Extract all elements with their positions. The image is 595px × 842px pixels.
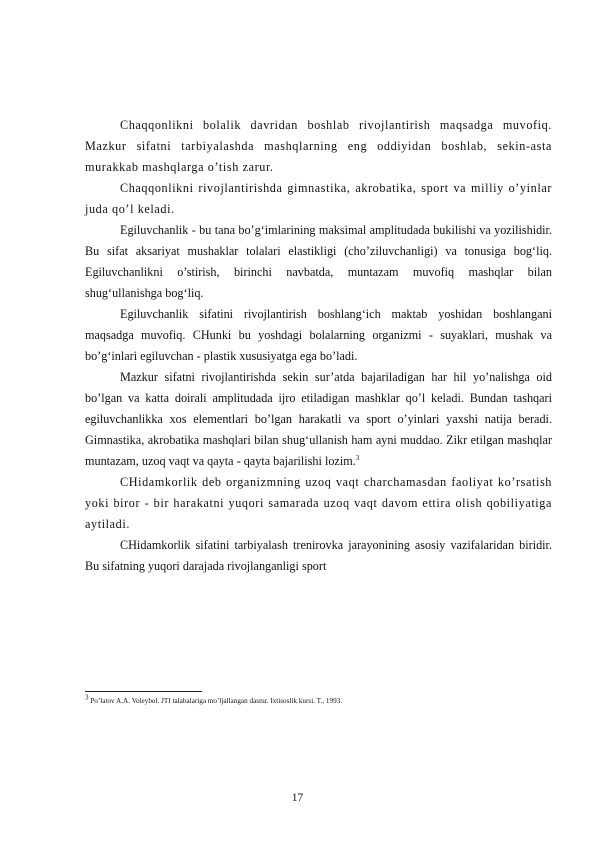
paragraph-text: Mazkur sifatni rivojlantirishda sekin sur’atda bajariladigan har hil yo’nalishga oid bo’lgan va katta doirali amplitudada ijro etiladigan mashklar qo’l keladi. Bundan tashqari egiluvchanlikka xos elementlari bo’lgan harakatli va sport o’yinlari yaxshi natija beradi. Gimnastika, akrobatika mashqlari bilan shug‘ullanish ham ayni muddao. Zikr etilgan mashqlar muntazam, uzoq vaqt va qayta - qayta bajarilishi lozim. [85, 370, 552, 468]
paragraph: Chaqqonlikni rivojlantirishda gimnastika, akrobatika, sport va milliy o’yinlar juda qo’l keladi. [85, 181, 552, 216]
paragraph: Chaqqonlikni bolalik davridan boshlab rivojlantirish maqsadga muvofiq. Mazkur sifatni tarbiyalashda mashqlarning eng oddiyidan boshlab, sekin-asta murakkab mashqlarga o’tish zarur. [85, 118, 552, 174]
paragraph: CHidamkorlik sifatini tarbiyalash trenirovka jarayonining asosiy vazifalaridan biridir. Bu sifatning yuqori darajada rivojlanganligi sport [85, 538, 552, 573]
footnote-divider [85, 691, 202, 692]
footnote-reference: 3 [355, 453, 360, 462]
paragraph: CHidamkorlik deb organizmning uzoq vaqt charchamasdan faoliyat ko’rsatish yoki biror - bir harakatni yuqori samarada uzoq vaqt davom ettira olish qobiliyatiga aytiladi. [85, 475, 552, 531]
page-number: 17 [291, 792, 304, 804]
footnote-text: Po’latov A.A. Voleybol. JTI talabalariga mo’ljallangan dastur. Ixtisoslik kursi. T., 1993. [90, 697, 343, 705]
paragraph: Egiluvchanlik sifatini rivojlantirish boshlang‘ich maktab yoshidan boshlangani maqsadga muvofiq. CHunki bu yoshdagi bolalarning organizmi - suyaklari, mushak va bo’g‘inlari egiluvchan - plastik xususiyatga ega bo’ladi. [85, 307, 552, 363]
paragraph-with-footnote [85, 367, 552, 472]
footnote-marker: 3 [85, 693, 89, 702]
footnote [85, 693, 555, 706]
paragraph: Egiluvchanlik - bu tana bo’g‘imlarining maksimal amplitudada bukilishi va yozilishidir. Bu sifat aksariyat mushaklar tolalari elastikligi (cho’ziluvchanligi) va tonusiga bog‘liq. Egiluvchanlikni o’stirish, birinchi navbatda, muntazam muvofiq mashqlar bilan shug‘ullanishga bog‘liq. [85, 223, 552, 300]
document-body [85, 115, 552, 577]
